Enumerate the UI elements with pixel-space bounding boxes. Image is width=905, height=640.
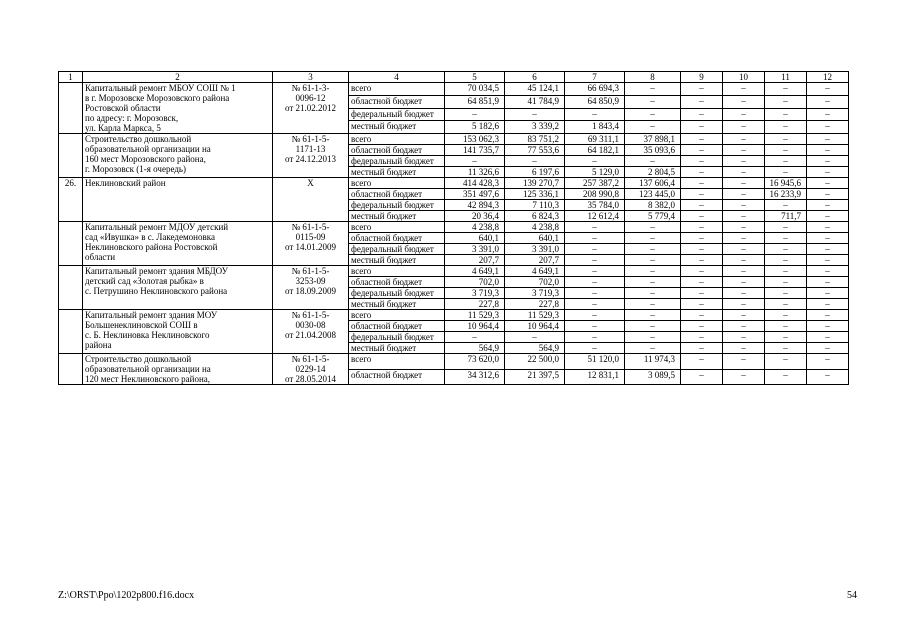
document-number: № 61-1-3- 0096-12 от 21.02.2012 bbox=[273, 83, 349, 134]
funding-source: местный бюджет bbox=[349, 299, 445, 310]
amount-cell: – bbox=[723, 189, 765, 200]
amount-cell: 3 089,5 bbox=[625, 369, 681, 385]
document-number: № 61-1-5- 3253-09 от 18.09.2009 bbox=[273, 266, 349, 310]
amount-cell: 257 387,2 bbox=[565, 178, 625, 189]
amount-cell: – bbox=[765, 288, 807, 299]
amount-cell: 2 804,5 bbox=[625, 167, 681, 178]
amount-cell: – bbox=[565, 233, 625, 244]
amount-cell: – bbox=[681, 83, 723, 96]
document-number: № 61-1-5- 0030-08 от 21.04.2008 bbox=[273, 310, 349, 354]
table-row bbox=[59, 83, 849, 96]
amount-cell: 6 824,3 bbox=[505, 211, 565, 222]
amount-cell: – bbox=[625, 233, 681, 244]
amount-cell: – bbox=[765, 134, 807, 145]
amount-cell: – bbox=[681, 343, 723, 354]
amount-cell: 7 110,3 bbox=[505, 200, 565, 211]
amount-cell: – bbox=[723, 167, 765, 178]
amount-cell: 64 850,9 bbox=[565, 95, 625, 108]
amount-cell: 51 120,0 bbox=[565, 354, 625, 370]
amount-cell: – bbox=[765, 369, 807, 385]
amount-cell: – bbox=[625, 121, 681, 134]
amount-cell: – bbox=[765, 167, 807, 178]
amount-cell: – bbox=[681, 108, 723, 121]
amount-cell: – bbox=[681, 145, 723, 156]
amount-cell: 141 735,7 bbox=[445, 145, 505, 156]
object-name: Строительство дошкольной образовательной организации на 160 мест Морозовского района, г. Морозовск (1-я очередь) bbox=[83, 134, 273, 178]
amount-cell: 702,0 bbox=[505, 277, 565, 288]
amount-cell: – bbox=[807, 332, 849, 343]
amount-cell: – bbox=[807, 277, 849, 288]
funding-source: областной бюджет bbox=[349, 95, 445, 108]
amount-cell: 208 990,8 bbox=[565, 189, 625, 200]
amount-cell: – bbox=[681, 178, 723, 189]
amount-cell: 11 529,3 bbox=[445, 310, 505, 321]
object-name: Неклиновский район bbox=[83, 178, 273, 222]
page-number: 54 bbox=[847, 590, 857, 601]
amount-cell: – bbox=[625, 310, 681, 321]
amount-cell: – bbox=[625, 321, 681, 332]
column-header: 7 bbox=[565, 72, 625, 83]
amount-cell: – bbox=[765, 354, 807, 370]
amount-cell: – bbox=[723, 200, 765, 211]
amount-cell: 4 649,1 bbox=[505, 266, 565, 277]
amount-cell: – bbox=[765, 277, 807, 288]
amount-cell: 42 894,3 bbox=[445, 200, 505, 211]
amount-cell: – bbox=[765, 244, 807, 255]
amount-cell: – bbox=[765, 145, 807, 156]
amount-cell: – bbox=[565, 321, 625, 332]
amount-cell: – bbox=[681, 167, 723, 178]
funding-source: всего bbox=[349, 310, 445, 321]
table-row bbox=[59, 266, 849, 277]
amount-cell: – bbox=[723, 255, 765, 266]
column-header: 3 bbox=[273, 72, 349, 83]
document-number: № 61-1-5- 0115-09 от 14.01.2009 bbox=[273, 222, 349, 266]
funding-source: всего bbox=[349, 83, 445, 96]
table-row bbox=[59, 178, 849, 189]
amount-cell: – bbox=[681, 277, 723, 288]
funding-source: всего bbox=[349, 354, 445, 370]
amount-cell: – bbox=[807, 167, 849, 178]
amount-cell: – bbox=[681, 321, 723, 332]
row-number bbox=[59, 354, 83, 385]
amount-cell: 5 129,0 bbox=[565, 167, 625, 178]
funding-source: местный бюджет bbox=[349, 211, 445, 222]
amount-cell: – bbox=[625, 108, 681, 121]
amount-cell: – bbox=[807, 200, 849, 211]
amount-cell: – bbox=[681, 156, 723, 167]
amount-cell: – bbox=[681, 189, 723, 200]
amount-cell: 35 784,0 bbox=[565, 200, 625, 211]
amount-cell: – bbox=[723, 299, 765, 310]
amount-cell: – bbox=[765, 255, 807, 266]
object-name: Капитальный ремонт здания МОУ Большенеклиновской СОШ в с. Б. Неклиновка Неклиновского района bbox=[83, 310, 273, 354]
document-number: № 61-1-5- 0229-14 от 28.05.2014 bbox=[273, 354, 349, 385]
amount-cell: 22 500,0 bbox=[505, 354, 565, 370]
amount-cell: – bbox=[765, 343, 807, 354]
amount-cell: 37 898,1 bbox=[625, 134, 681, 145]
amount-cell: – bbox=[807, 108, 849, 121]
amount-cell: – bbox=[765, 108, 807, 121]
amount-cell: – bbox=[807, 121, 849, 134]
amount-cell: 12 831,1 bbox=[565, 369, 625, 385]
amount-cell: – bbox=[765, 266, 807, 277]
amount-cell: 414 428,3 bbox=[445, 178, 505, 189]
amount-cell: 640,1 bbox=[445, 233, 505, 244]
amount-cell: 4 649,1 bbox=[445, 266, 505, 277]
amount-cell: 11 974,3 bbox=[625, 354, 681, 370]
amount-cell: – bbox=[681, 211, 723, 222]
amount-cell: 351 497,6 bbox=[445, 189, 505, 200]
document-number: № 61-1-5- 1171-13 от 24.12.2013 bbox=[273, 134, 349, 178]
column-header: 2 bbox=[83, 72, 273, 83]
amount-cell: – bbox=[807, 244, 849, 255]
table-row bbox=[59, 222, 849, 233]
amount-cell: 1 843,4 bbox=[565, 121, 625, 134]
budget-table bbox=[58, 71, 849, 385]
amount-cell: – bbox=[445, 156, 505, 167]
amount-cell: 123 445,0 bbox=[625, 189, 681, 200]
amount-cell: – bbox=[807, 95, 849, 108]
amount-cell: – bbox=[765, 321, 807, 332]
amount-cell: – bbox=[681, 369, 723, 385]
column-header: 8 bbox=[625, 72, 681, 83]
amount-cell: 16 233,9 bbox=[765, 189, 807, 200]
amount-cell: 227,8 bbox=[445, 299, 505, 310]
object-name: Капитальный ремонт МБОУ СОШ № 1 в г. Морозовске Морозовского района Ростовской области по адресу: г. Морозовск, ул. Карла Маркса, 5 bbox=[83, 83, 273, 134]
amount-cell: 4 238,8 bbox=[445, 222, 505, 233]
amount-cell: 8 382,0 bbox=[625, 200, 681, 211]
amount-cell: 35 093,6 bbox=[625, 145, 681, 156]
amount-cell: 5 182,6 bbox=[445, 121, 505, 134]
amount-cell: 564,9 bbox=[505, 343, 565, 354]
amount-cell: 207,7 bbox=[505, 255, 565, 266]
amount-cell: 125 336,1 bbox=[505, 189, 565, 200]
header-row bbox=[59, 72, 849, 83]
amount-cell: – bbox=[807, 369, 849, 385]
column-header: 6 bbox=[505, 72, 565, 83]
amount-cell: 11 326,6 bbox=[445, 167, 505, 178]
amount-cell: – bbox=[565, 343, 625, 354]
amount-cell: 227,8 bbox=[505, 299, 565, 310]
amount-cell: – bbox=[565, 255, 625, 266]
amount-cell: – bbox=[505, 156, 565, 167]
amount-cell: 83 751,2 bbox=[505, 134, 565, 145]
amount-cell: – bbox=[723, 145, 765, 156]
amount-cell: – bbox=[765, 332, 807, 343]
funding-source: федеральный бюджет bbox=[349, 200, 445, 211]
amount-cell: – bbox=[445, 108, 505, 121]
amount-cell: – bbox=[723, 178, 765, 189]
table-row bbox=[59, 354, 849, 370]
amount-cell: – bbox=[807, 321, 849, 332]
object-name: Капитальный ремонт МДОУ детский сад «Ивушка» в с. Лакедемоновка Неклиновского района Ростовской области bbox=[83, 222, 273, 266]
funding-source: всего bbox=[349, 178, 445, 189]
amount-cell: 3 391,0 bbox=[505, 244, 565, 255]
amount-cell: 3 719,3 bbox=[505, 288, 565, 299]
amount-cell: – bbox=[565, 288, 625, 299]
amount-cell: – bbox=[723, 266, 765, 277]
amount-cell: 16 945,6 bbox=[765, 178, 807, 189]
amount-cell: – bbox=[565, 310, 625, 321]
funding-source: местный бюджет bbox=[349, 343, 445, 354]
funding-source: местный бюджет bbox=[349, 167, 445, 178]
amount-cell: 3 391,0 bbox=[445, 244, 505, 255]
column-header: 9 bbox=[681, 72, 723, 83]
document-number: Х bbox=[273, 178, 349, 222]
funding-source: федеральный бюджет bbox=[349, 288, 445, 299]
amount-cell: – bbox=[625, 288, 681, 299]
amount-cell: – bbox=[505, 108, 565, 121]
amount-cell: – bbox=[625, 156, 681, 167]
amount-cell: – bbox=[807, 156, 849, 167]
funding-source: всего bbox=[349, 266, 445, 277]
amount-cell: – bbox=[723, 369, 765, 385]
amount-cell: 66 694,3 bbox=[565, 83, 625, 96]
amount-cell: 34 312,6 bbox=[445, 369, 505, 385]
amount-cell: – bbox=[681, 222, 723, 233]
amount-cell: – bbox=[625, 266, 681, 277]
amount-cell: – bbox=[723, 95, 765, 108]
amount-cell: 45 124,1 bbox=[505, 83, 565, 96]
amount-cell: – bbox=[681, 288, 723, 299]
amount-cell: – bbox=[625, 343, 681, 354]
amount-cell: 21 397,5 bbox=[505, 369, 565, 385]
row-number: 26. bbox=[59, 178, 83, 222]
column-header: 11 bbox=[765, 72, 807, 83]
amount-cell: 5 779,4 bbox=[625, 211, 681, 222]
amount-cell: 207,7 bbox=[445, 255, 505, 266]
amount-cell: – bbox=[807, 211, 849, 222]
row-number bbox=[59, 310, 83, 354]
amount-cell: – bbox=[723, 354, 765, 370]
funding-source: областной бюджет bbox=[349, 277, 445, 288]
amount-cell: – bbox=[723, 121, 765, 134]
amount-cell: 711,7 bbox=[765, 211, 807, 222]
amount-cell: – bbox=[807, 222, 849, 233]
row-number bbox=[59, 83, 83, 134]
amount-cell: – bbox=[565, 332, 625, 343]
amount-cell: – bbox=[807, 310, 849, 321]
amount-cell: 640,1 bbox=[505, 233, 565, 244]
amount-cell: – bbox=[565, 222, 625, 233]
funding-source: областной бюджет bbox=[349, 189, 445, 200]
amount-cell: – bbox=[765, 299, 807, 310]
amount-cell: 137 606,4 bbox=[625, 178, 681, 189]
amount-cell: – bbox=[765, 200, 807, 211]
funding-source: всего bbox=[349, 134, 445, 145]
amount-cell: – bbox=[681, 255, 723, 266]
funding-source: областной бюджет bbox=[349, 369, 445, 385]
amount-cell: – bbox=[723, 211, 765, 222]
amount-cell: – bbox=[723, 288, 765, 299]
amount-cell: – bbox=[445, 332, 505, 343]
column-header: 5 bbox=[445, 72, 505, 83]
amount-cell: 11 529,3 bbox=[505, 310, 565, 321]
amount-cell: – bbox=[807, 266, 849, 277]
table-row bbox=[59, 134, 849, 145]
amount-cell: 10 964,4 bbox=[505, 321, 565, 332]
amount-cell: – bbox=[807, 145, 849, 156]
amount-cell: – bbox=[505, 332, 565, 343]
amount-cell: – bbox=[765, 121, 807, 134]
amount-cell: – bbox=[565, 277, 625, 288]
column-header: 1 bbox=[59, 72, 83, 83]
amount-cell: – bbox=[723, 277, 765, 288]
amount-cell: – bbox=[807, 178, 849, 189]
amount-cell: – bbox=[681, 299, 723, 310]
amount-cell: 10 964,4 bbox=[445, 321, 505, 332]
amount-cell: – bbox=[625, 299, 681, 310]
amount-cell: – bbox=[723, 156, 765, 167]
amount-cell: – bbox=[625, 83, 681, 96]
amount-cell: – bbox=[565, 108, 625, 121]
amount-cell: 73 620,0 bbox=[445, 354, 505, 370]
amount-cell: – bbox=[625, 222, 681, 233]
amount-cell: – bbox=[565, 299, 625, 310]
amount-cell: – bbox=[681, 244, 723, 255]
amount-cell: – bbox=[723, 332, 765, 343]
amount-cell: – bbox=[765, 310, 807, 321]
amount-cell: – bbox=[807, 255, 849, 266]
amount-cell: – bbox=[723, 83, 765, 96]
amount-cell: 64 182,1 bbox=[565, 145, 625, 156]
amount-cell: – bbox=[807, 288, 849, 299]
column-header: 4 bbox=[349, 72, 445, 83]
funding-source: областной бюджет bbox=[349, 145, 445, 156]
table-row bbox=[59, 310, 849, 321]
amount-cell: – bbox=[723, 222, 765, 233]
amount-cell: – bbox=[723, 321, 765, 332]
funding-source: всего bbox=[349, 222, 445, 233]
amount-cell: – bbox=[807, 343, 849, 354]
amount-cell: 70 034,5 bbox=[445, 83, 505, 96]
amount-cell: – bbox=[625, 95, 681, 108]
amount-cell: 3 719,3 bbox=[445, 288, 505, 299]
amount-cell: – bbox=[723, 134, 765, 145]
funding-source: местный бюджет bbox=[349, 255, 445, 266]
amount-cell: – bbox=[765, 222, 807, 233]
amount-cell: – bbox=[681, 233, 723, 244]
amount-cell: – bbox=[681, 134, 723, 145]
funding-source: местный бюджет bbox=[349, 121, 445, 134]
amount-cell: – bbox=[681, 310, 723, 321]
funding-source: областной бюджет bbox=[349, 321, 445, 332]
column-header: 10 bbox=[723, 72, 765, 83]
amount-cell: – bbox=[681, 266, 723, 277]
amount-cell: – bbox=[681, 95, 723, 108]
amount-cell: 41 784,9 bbox=[505, 95, 565, 108]
amount-cell: – bbox=[565, 244, 625, 255]
object-name: Капитальный ремонт здания МБДОУ детский сад «Золотая рыбка» в с. Петрушино Неклиновского района bbox=[83, 266, 273, 310]
amount-cell: 77 553,6 bbox=[505, 145, 565, 156]
amount-cell: – bbox=[565, 156, 625, 167]
amount-cell: – bbox=[681, 354, 723, 370]
amount-cell: – bbox=[565, 266, 625, 277]
amount-cell: – bbox=[723, 343, 765, 354]
object-name: Строительство дошкольной образовательной организации на 120 мест Неклиновского района, bbox=[83, 354, 273, 385]
amount-cell: – bbox=[807, 134, 849, 145]
row-number bbox=[59, 134, 83, 178]
amount-cell: – bbox=[625, 332, 681, 343]
file-path: Z:\ORST\Ppo\1202p800.f16.docx bbox=[58, 590, 195, 601]
amount-cell: – bbox=[765, 95, 807, 108]
amount-cell: 564,9 bbox=[445, 343, 505, 354]
amount-cell: 3 339,2 bbox=[505, 121, 565, 134]
amount-cell: – bbox=[807, 83, 849, 96]
amount-cell: – bbox=[765, 156, 807, 167]
amount-cell: – bbox=[765, 83, 807, 96]
amount-cell: – bbox=[807, 233, 849, 244]
amount-cell: – bbox=[625, 244, 681, 255]
amount-cell: – bbox=[807, 189, 849, 200]
amount-cell: – bbox=[807, 354, 849, 370]
amount-cell: – bbox=[625, 255, 681, 266]
amount-cell: 6 197,6 bbox=[505, 167, 565, 178]
row-number bbox=[59, 222, 83, 266]
column-header: 12 bbox=[807, 72, 849, 83]
amount-cell: 702,0 bbox=[445, 277, 505, 288]
amount-cell: 139 270,7 bbox=[505, 178, 565, 189]
amount-cell: – bbox=[765, 233, 807, 244]
amount-cell: – bbox=[807, 299, 849, 310]
amount-cell: 64 851,9 bbox=[445, 95, 505, 108]
amount-cell: 4 238,8 bbox=[505, 222, 565, 233]
amount-cell: 69 311,1 bbox=[565, 134, 625, 145]
funding-source: федеральный бюджет bbox=[349, 156, 445, 167]
funding-source: федеральный бюджет bbox=[349, 108, 445, 121]
funding-source: федеральный бюджет bbox=[349, 332, 445, 343]
amount-cell: – bbox=[723, 233, 765, 244]
amount-cell: – bbox=[723, 310, 765, 321]
amount-cell: 20 36,4 bbox=[445, 211, 505, 222]
funding-source: федеральный бюджет bbox=[349, 244, 445, 255]
amount-cell: – bbox=[625, 277, 681, 288]
funding-source: областной бюджет bbox=[349, 233, 445, 244]
amount-cell: – bbox=[681, 121, 723, 134]
amount-cell: – bbox=[681, 200, 723, 211]
row-number bbox=[59, 266, 83, 310]
amount-cell: – bbox=[723, 108, 765, 121]
amount-cell: 153 062,3 bbox=[445, 134, 505, 145]
amount-cell: – bbox=[681, 332, 723, 343]
amount-cell: 12 612,4 bbox=[565, 211, 625, 222]
amount-cell: – bbox=[723, 244, 765, 255]
